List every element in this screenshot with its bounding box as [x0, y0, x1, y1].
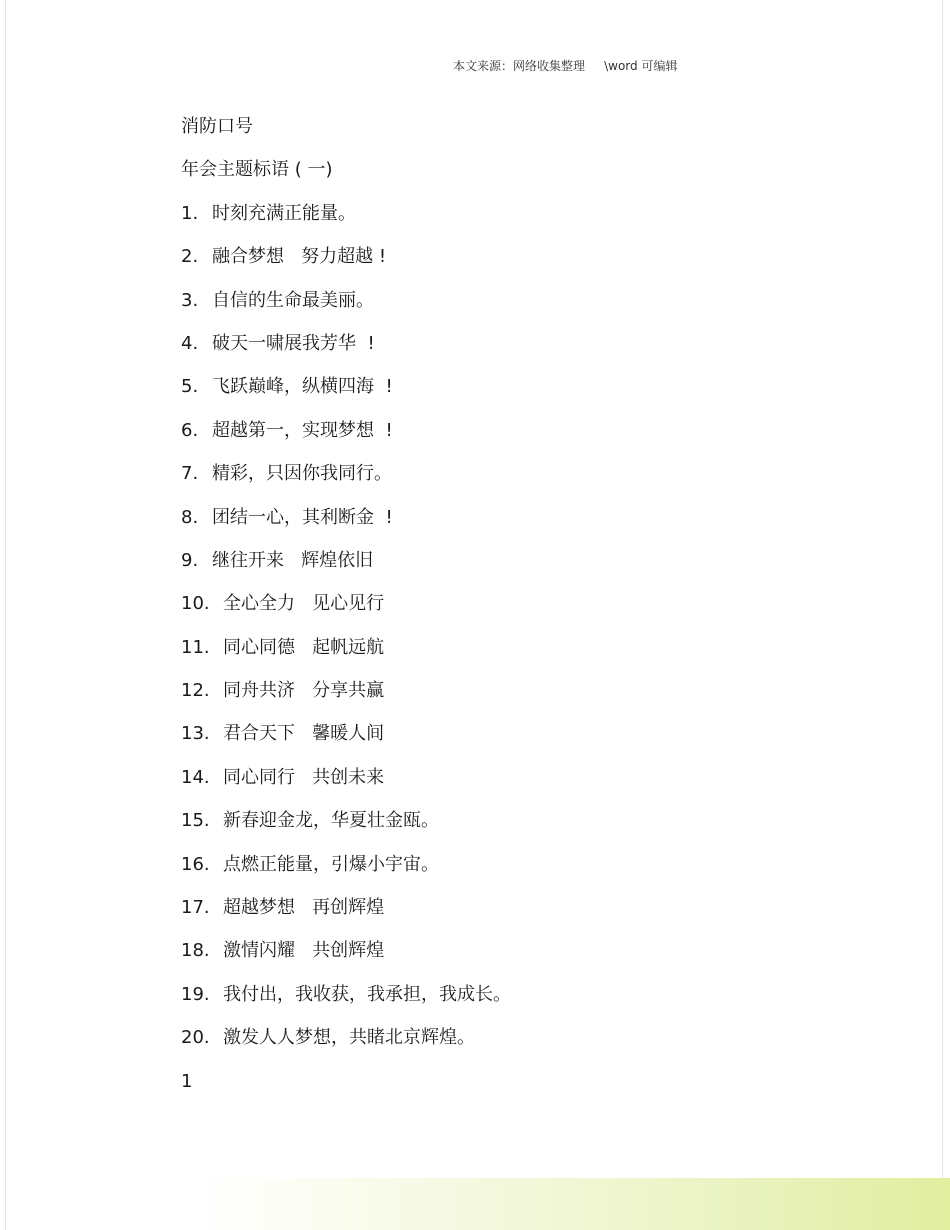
list-item — [181, 329, 881, 372]
document-subtitle: 年会主题标语 ( 一) — [181, 159, 333, 181]
list-item — [181, 893, 881, 936]
item-number: 1. — [181, 202, 199, 224]
item-number: 4. — [181, 332, 199, 354]
item-number: 20. — [181, 1027, 210, 1049]
item-text: 激发人人梦想，共睹北京辉煌。 — [223, 1027, 475, 1049]
list-item — [181, 503, 881, 546]
item-text: 我付出，我收获，我承担，我成长。 — [223, 983, 511, 1005]
list-item — [181, 286, 881, 329]
item-text: 继往开来 辉煌依旧 — [212, 549, 374, 571]
item-text: 飞跃巅峰，纵横四海 ! — [212, 376, 393, 398]
item-text: 激情闪耀 共创辉煌 — [223, 940, 385, 962]
item-number: 6. — [181, 419, 199, 441]
item-number: 11. — [181, 636, 210, 658]
list-item — [181, 763, 881, 806]
list-item — [181, 676, 881, 719]
source-note: 本文来源：网络收集整理 — [453, 59, 586, 73]
page-number: 1 — [181, 1070, 193, 1092]
item-text: 君合天下 馨暖人间 — [223, 723, 385, 745]
item-text: 精彩，只因你我同行。 — [212, 463, 392, 485]
item-number: 17. — [181, 897, 210, 919]
item-number: 19. — [181, 983, 210, 1005]
item-text: 破天一啸展我芳华 ! — [212, 332, 375, 354]
item-number: 13. — [181, 723, 210, 745]
header-note — [453, 57, 677, 74]
item-number: 2. — [181, 246, 199, 268]
document-body — [181, 112, 881, 1110]
item-text: 同舟共济 分享共赢 — [223, 680, 385, 702]
list-item — [181, 589, 881, 632]
item-number: 15. — [181, 810, 210, 832]
list-item — [181, 372, 881, 415]
list-item — [181, 546, 881, 589]
item-number: 18. — [181, 940, 210, 962]
item-text: 同心同行 共创未来 — [223, 766, 385, 788]
item-text: 超越梦想 再创辉煌 — [223, 897, 385, 919]
item-text: 自信的生命最美丽。 — [212, 289, 374, 311]
item-text: 同心同德 起帆远航 — [223, 636, 385, 658]
item-text: 超越第一，实现梦想 ! — [212, 419, 393, 441]
list-item — [181, 242, 881, 285]
item-text: 时刻充满正能量。 — [212, 202, 356, 224]
document-title: 消防口号 — [181, 116, 253, 137]
item-number: 14. — [181, 766, 210, 788]
edit-note: \word 可编辑 — [604, 59, 678, 73]
list-item — [181, 459, 881, 502]
item-number: 10. — [181, 593, 210, 615]
item-number: 5. — [181, 376, 199, 398]
list-item — [181, 850, 881, 893]
item-text: 全心全力 见心见行 — [223, 593, 385, 615]
item-number: 7. — [181, 463, 199, 485]
item-text: 新春迎金龙，华夏壮金瓯。 — [223, 810, 439, 832]
list-item — [181, 633, 881, 676]
item-text: 团结一心，其利断金 ! — [212, 506, 393, 528]
list-item — [181, 806, 881, 849]
item-number: 12. — [181, 680, 210, 702]
list-item — [181, 1023, 881, 1066]
item-number: 8. — [181, 506, 199, 528]
item-number: 9. — [181, 549, 199, 571]
list-item — [181, 199, 881, 242]
item-number: 3. — [181, 289, 199, 311]
item-text: 融合梦想 努力超越 ! — [212, 246, 387, 268]
list-item — [181, 719, 881, 762]
list-item — [181, 416, 881, 459]
footer-gradient-band — [195, 1178, 950, 1230]
item-text: 点燃正能量，引爆小宇宙。 — [223, 853, 439, 875]
list-item — [181, 936, 881, 979]
list-item — [181, 980, 881, 1023]
item-number: 16. — [181, 853, 210, 875]
